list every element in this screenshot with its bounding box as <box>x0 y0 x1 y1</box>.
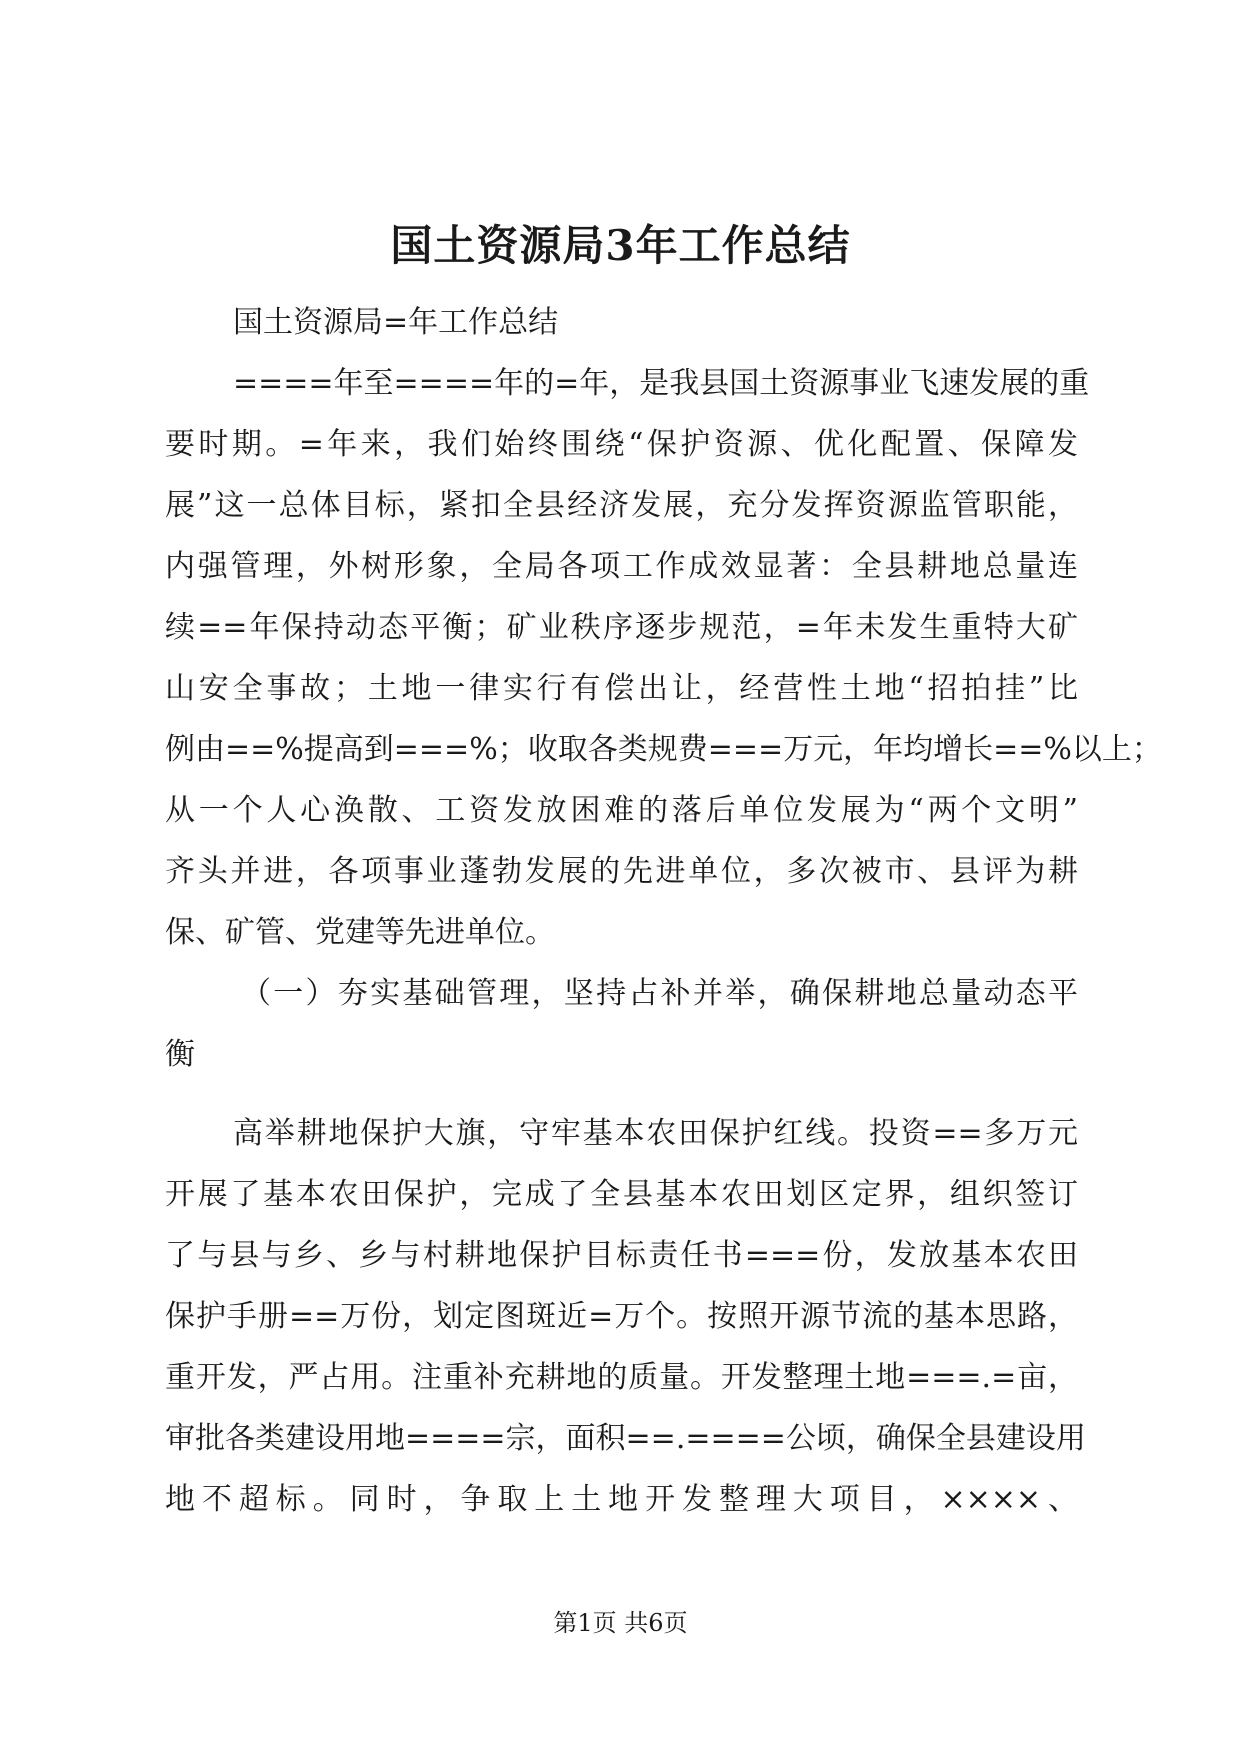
paragraph-1-line: 齐头并进，各项事业蓬勃发展的先进单位，多次被市、县评为耕 <box>165 854 1078 889</box>
paragraph-2-line: 保护手册==万份，划定图斑近=万个。按照开源节流的基本思路， <box>165 1299 1078 1334</box>
document-body <box>165 292 1162 1530</box>
paragraph-2-line: 了与县与乡、乡与村耕地保护目标责任书===份，发放基本农田 <box>165 1238 1078 1273</box>
paragraph-1-line: 例由==%提高到===%；收取各类规费===万元，年均增长==%以上； <box>165 732 1162 767</box>
section-heading-line: 衡 <box>165 1037 195 1072</box>
paragraph-1-line: 保、矿管、党建等先进单位。 <box>165 915 555 950</box>
paragraph-1-line: 从一个人心涣散、工资发放困难的落后单位发展为“两个文明” <box>165 793 1078 828</box>
section-heading-line: （一）夯实基础管理，坚持占补并举，确保耕地总量动态平 <box>241 976 1078 1011</box>
paragraph-1-line: 展”这一总体目标，紧扣全县经济发展，充分发挥资源监管职能， <box>165 488 1078 523</box>
subtitle-line: 国土资源局=年工作总结 <box>233 305 559 340</box>
paragraph-1-line: 续==年保持动态平衡；矿业秩序逐步规范，=年未发生重特大矿 <box>165 610 1078 645</box>
paragraph-2-line: 重开发，严占用。注重补充耕地的质量。开发整理土地===.=亩， <box>165 1360 1078 1395</box>
paragraph-1-line: 山安全事故；土地一律实行有偿出让，经营性土地“招拍挂”比 <box>165 671 1078 706</box>
paragraph-2-line: 审批各类建设用地====宗，面积==.====公顷，确保全县建设用 <box>165 1421 1086 1456</box>
paragraph-1-line: 要时期。=年来，我们始终围绕“保护资源、优化配置、保障发 <box>165 427 1078 462</box>
paragraph-2-line: 地不超标。同时，争取上土地开发整理大项目，××××、 <box>165 1482 1078 1517</box>
paragraph-1-line: ====年至====年的=年，是我县国土资源事业飞速发展的重 <box>233 366 1090 401</box>
document-title: 国土资源局3年工作总结 <box>390 221 851 270</box>
page-footer: 第1页 共6页 <box>553 1609 688 1637</box>
paragraph-1-line: 内强管理，外树形象，全局各项工作成效显著：全县耕地总量连 <box>165 549 1078 584</box>
paragraph-gap <box>165 1085 1078 1103</box>
paragraph-2-line: 高举耕地保护大旗，守牢基本农田保护红线。投资==多万元 <box>233 1116 1078 1151</box>
paragraph-2-line: 开展了基本农田保护，完成了全县基本农田划区定界，组织签订 <box>165 1177 1078 1212</box>
